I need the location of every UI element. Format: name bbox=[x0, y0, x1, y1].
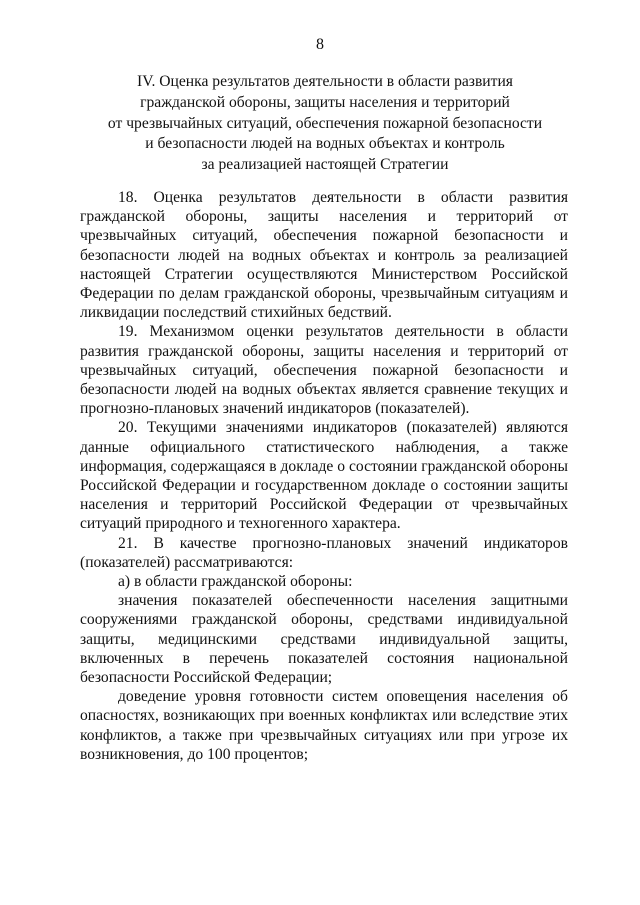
paragraph-20: 20. Текущими значениями индикаторов (показателей) являются данные официального статистического наблюдения, а также информация, содержащаяся в докладе о состоянии гражданской обороны Российской Федерации и государственном докладе о состоянии защиты населения и территорий Российской Федерации от чрезвычайных ситуаций природного и техногенного характера. bbox=[80, 419, 568, 533]
heading-line: за реализацией настоящей Стратегии bbox=[201, 156, 449, 174]
list-item-paragraph: значения показателей обеспеченности населения защитными сооружениями гражданской обороны, средствами индивидуальной защиты, медицинскими средствами индивидуальной защиты, включенных в перечень показателей состояния национальной безопасности Российской Федерации; bbox=[80, 592, 568, 687]
paragraph-19: 19. Механизмом оценки результатов деятельности в области развития гражданской обороны, защиты населения и территорий от чрезвычайных ситуаций, обеспечения пожарной безопасности и безопасности людей на водных объектах является сравнение текущих и прогнозно-плановых значений индикаторов (показателей). bbox=[80, 323, 568, 418]
paragraph-21: 21. В качестве прогнозно-плановых значений индикаторов (показателей) рассматриваются: bbox=[80, 534, 568, 571]
paragraph-18: 18. Оценка результатов деятельности в области развития гражданской обороны, защиты населения и территорий от чрезвычайных ситуаций, обеспечения пожарной безопасности и безопасности людей на водных объектах и контроль за реализацией настоящей Стратегии осуществляются Министерством Российской Федерации по делам гражданской обороны, чрезвычайным ситуациям и ликвидации последствий стихийных бедствий. bbox=[80, 189, 568, 322]
page-number: 8 bbox=[316, 36, 324, 53]
document-body bbox=[80, 188, 568, 764]
section-heading bbox=[80, 72, 570, 176]
list-item-paragraph: доведение уровня готовности систем оповещения населения об опасностях, возникающих при военных конфликтах или вследствие этих конфликтов, а также при чрезвычайных ситуациях или при угрозе их возникновения, до 100 процентов; bbox=[80, 688, 568, 763]
list-item-a: а) в области гражданской обороны: bbox=[118, 573, 353, 591]
heading-line: гражданской обороны, защиты населения и территорий bbox=[140, 93, 510, 111]
heading-line: от чрезвычайных ситуаций, обеспечения пожарной безопасности bbox=[107, 114, 543, 132]
heading-line: и безопасности людей на водных объектах и контроль bbox=[145, 135, 505, 153]
heading-line: IV. Оценка результатов деятельности в области развития bbox=[137, 73, 513, 90]
